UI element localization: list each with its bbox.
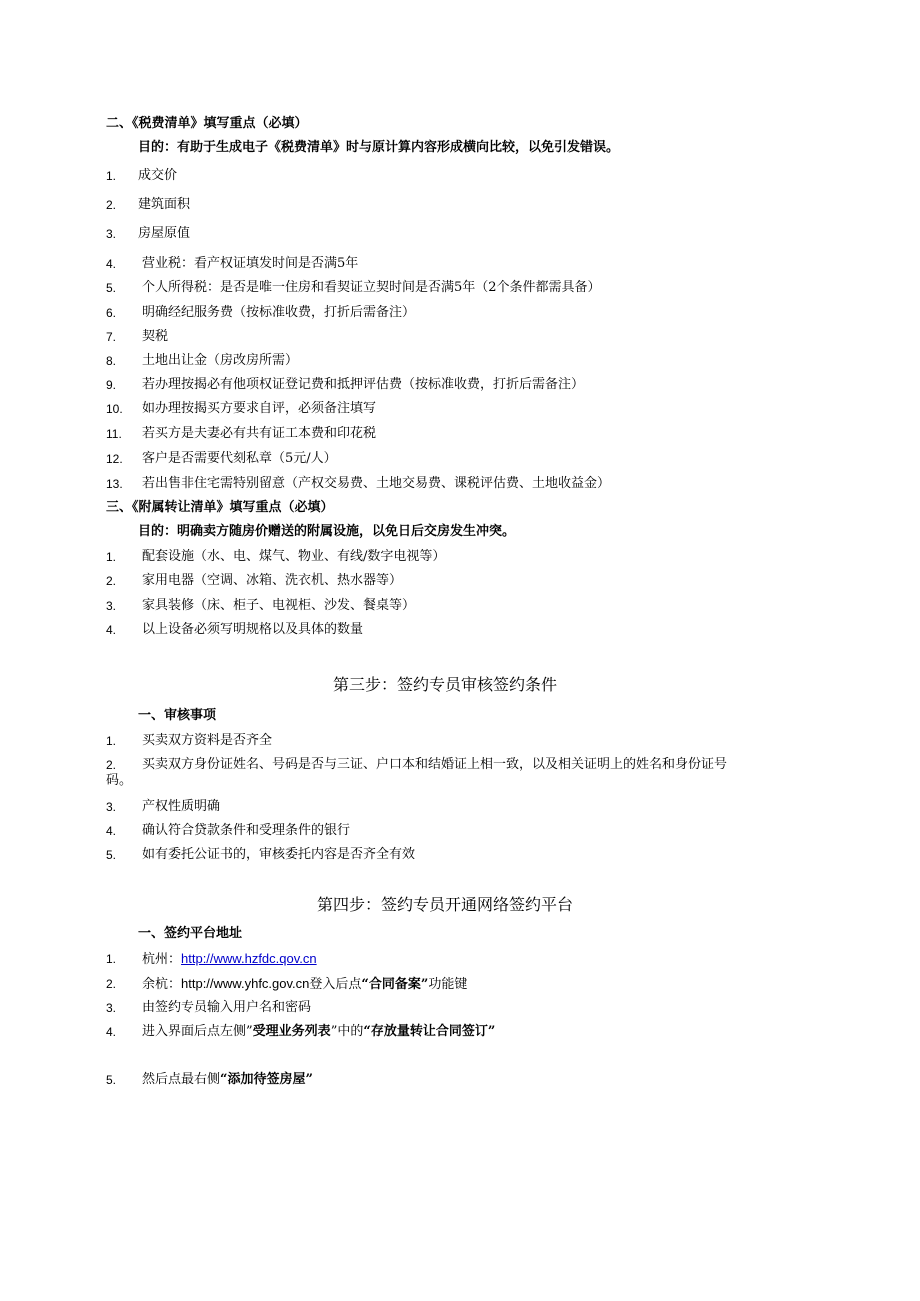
list-item: 房屋原值 — [138, 226, 191, 241]
list-number: 9. — [106, 378, 117, 392]
list-number: 3. — [106, 1001, 117, 1015]
list-number: 1. — [106, 734, 117, 748]
section-purpose-attached-list: 目的：明确卖方随房价赠送的附属设施，以免日后交房发生冲突。 — [138, 524, 516, 539]
list-item: 家用电器（空调、冰箱、洗衣机、热水器等） — [142, 573, 403, 588]
list-number: 1. — [106, 169, 117, 183]
instruction-text: 功能键 — [428, 977, 468, 992]
business-list-label: 受理业务列表 — [252, 1024, 331, 1039]
list-item: 配套设施（水、电、煤气、物业、有线/数字电视等） — [142, 549, 446, 564]
list-number: 13. — [106, 477, 123, 491]
step3-title: 第三步：签约专员审核签约条件 — [332, 675, 557, 694]
list-item: 以上设备必须写明规格以及具体的数量 — [142, 622, 364, 637]
list-number: 5. — [106, 848, 117, 862]
list-number: 4. — [106, 1025, 117, 1039]
list-item: 买卖双方身份证姓名、号码是否与三证、户口本和结婚证上相一致，以及相关证明上的姓名和身份证号 — [142, 757, 728, 772]
list-item-add-house — [142, 1072, 313, 1088]
list-number: 4. — [106, 257, 117, 271]
quote-mark: ” — [246, 1024, 253, 1039]
list-number: 4. — [106, 824, 117, 838]
list-item-continuation: 码。 — [106, 773, 133, 788]
list-item-hangzhou — [142, 951, 317, 968]
step3-subheading: 一、审核事项 — [138, 708, 217, 723]
list-number: 8. — [106, 354, 117, 368]
list-number: 2. — [106, 977, 117, 991]
list-item: 若出售非住宅需特别留意（产权交易费、土地交易费、课税评估费、土地收益金） — [142, 476, 611, 491]
instruction-text: 进入界面后点左侧 — [142, 1024, 247, 1039]
list-item: 如有委托公证书的，审核委托内容是否齐全有效 — [142, 847, 416, 862]
contract-signing-label: “存放量转让合同签订” — [363, 1024, 496, 1039]
list-number: 12. — [106, 452, 123, 466]
section-heading-tax-list: 二、《税费清单》填写重点（必填） — [106, 116, 308, 131]
list-item: 土地出让金（房改房所需） — [142, 353, 299, 368]
list-item: 客户是否需要代刻私章（5元/人） — [142, 451, 337, 466]
list-item: 由签约专员输入用户名和密码 — [142, 1000, 312, 1015]
city-label: 杭州： — [142, 952, 182, 967]
add-house-label: “添加待签房屋” — [220, 1072, 313, 1087]
list-item: 成交价 — [138, 168, 178, 183]
contract-filing-label: “合同备案” — [361, 977, 429, 992]
list-item: 买卖双方资料是否齐全 — [142, 733, 273, 748]
instruction-text: 登入后点 — [309, 977, 362, 992]
section-heading-attached-list: 三、《附属转让清单》填写重点（必填） — [106, 500, 334, 515]
list-item: 家具装修（床、柜子、电视柜、沙发、餐桌等） — [142, 598, 416, 613]
instruction-text: 中的 — [337, 1024, 364, 1039]
hzfdc-link[interactable]: http://www.hzfdc.qov.cn — [181, 951, 317, 966]
yhfc-url: http://www.yhfc.gov.cn — [181, 976, 310, 991]
step4-subheading: 一、签约平台地址 — [138, 926, 243, 941]
step4-title: 第四步：签约专员开通网络签约平台 — [316, 895, 573, 914]
section-purpose-tax-list: 目的：有助于生成电子《税费清单》时与原计算内容形成横向比较，以免引发错误。 — [138, 140, 620, 155]
list-number: 7. — [106, 330, 117, 344]
list-number: 6. — [106, 306, 117, 320]
quote-mark: ” — [330, 1024, 338, 1039]
list-item: 营业税：看产权证填发时间是否满5年 — [142, 256, 359, 271]
city-label: 余杭： — [142, 977, 182, 992]
list-number: 11. — [106, 427, 122, 441]
instruction-text: 然后点最右侧 — [142, 1072, 221, 1087]
list-item: 如办理按揭买方要求自评，必须备注填写 — [142, 401, 377, 416]
list-number: 4. — [106, 623, 117, 637]
list-number: 2. — [106, 574, 117, 588]
list-item: 建筑面积 — [138, 197, 191, 212]
list-item: 若买方是夫妻必有共有证工本费和印花税 — [142, 426, 377, 441]
list-number: 2. — [106, 758, 117, 772]
list-item: 若办理按揭必有他项权证登记费和抵押评估费（按标准收费，打折后需备注） — [142, 377, 585, 392]
list-item: 明确经纪服务费（按标准收费，打折后需备注） — [142, 305, 416, 320]
list-number: 1. — [106, 550, 117, 564]
list-number: 3. — [106, 227, 117, 241]
list-item: 确认符合贷款条件和受理条件的银行 — [142, 823, 351, 838]
list-number: 2. — [106, 198, 117, 212]
list-number: 3. — [106, 800, 117, 814]
list-number: 5. — [106, 281, 117, 295]
list-number: 3. — [106, 599, 117, 613]
list-item-business-list — [142, 1024, 495, 1040]
list-item: 个人所得税：是否是唯一住房和看契证立契时间是否满5年（2个条件都需具备） — [142, 280, 601, 295]
list-item: 契税 — [142, 329, 169, 344]
list-item: 产权性质明确 — [142, 799, 221, 814]
list-number: 1. — [106, 952, 117, 966]
list-number: 10. — [106, 402, 123, 416]
list-item-yuhang — [142, 976, 467, 993]
list-number: 5. — [106, 1073, 117, 1087]
